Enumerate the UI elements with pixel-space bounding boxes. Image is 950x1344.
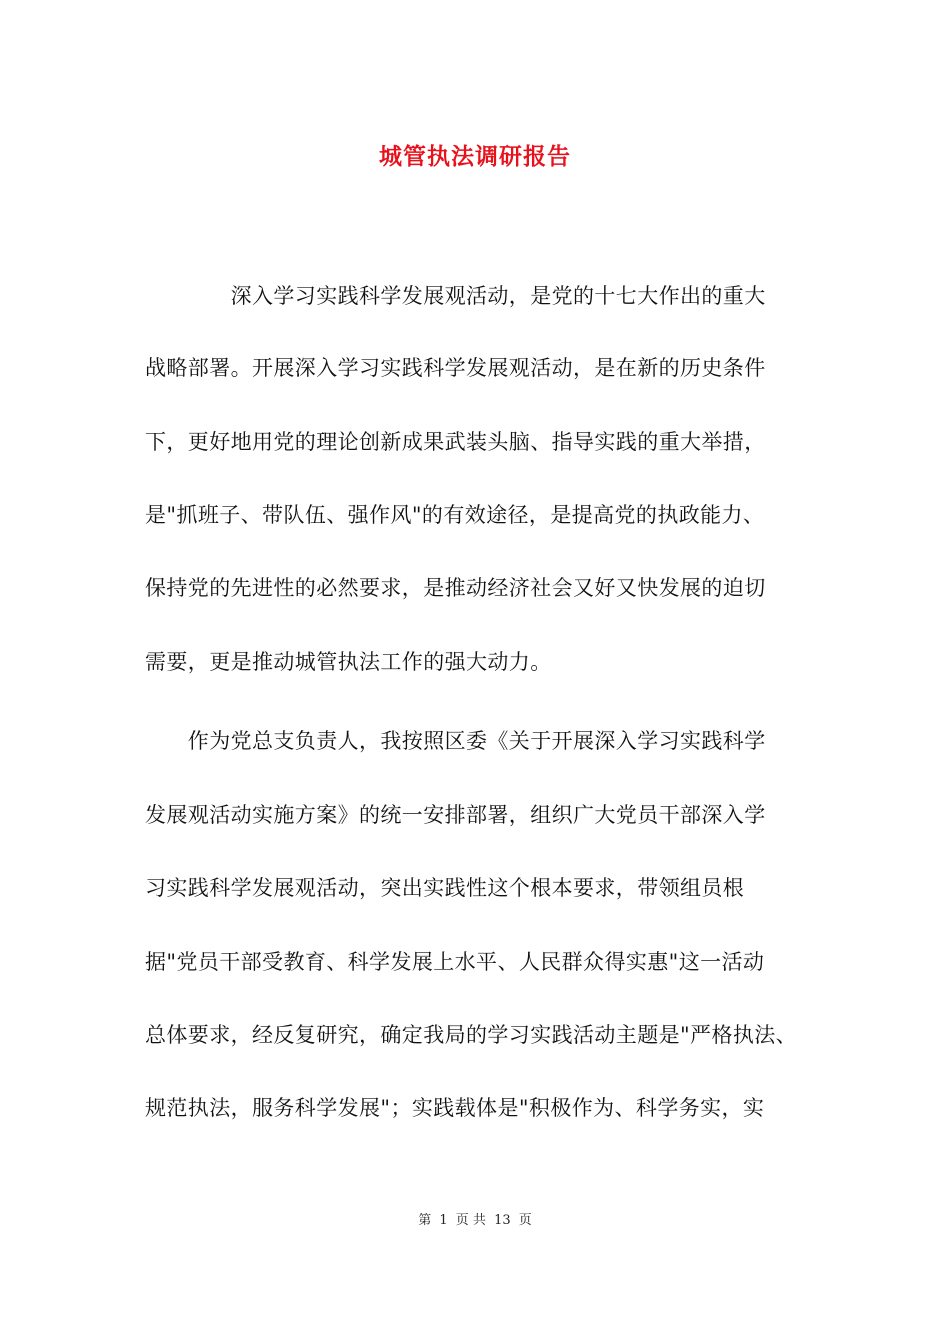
footer-page-number: 1 (439, 1213, 448, 1228)
footer-suffix: 页 (518, 1213, 532, 1228)
body-line: 据"党员干部受教育、科学发展上水平、人民群众得实惠"这一活动 (145, 950, 765, 974)
body-line: 是"抓班子、带队伍、强作风"的有效途径，是提高党的执政能力、 (145, 503, 765, 527)
body-line: 发展观活动实施方案》的统一安排部署，组织广大党员干部深入学 (145, 803, 766, 827)
body-line: 作为党总支负责人，我按照区委《关于开展深入学习实践科学 (145, 729, 766, 753)
body-line: 需要，更是推动城管执法工作的强大动力。 (145, 650, 552, 674)
footer-total-pages: 13 (494, 1213, 511, 1228)
body-line: 规范执法，服务科学发展"；实践载体是"积极作为、科学务实，实 (145, 1096, 765, 1120)
body-line: 保持党的先进性的必然要求，是推动经济社会又好又快发展的迫切 (145, 576, 766, 600)
page-number-footer (0, 1209, 950, 1228)
body-line: 战略部署。开展深入学习实践科学发展观活动，是在新的历史条件 (145, 356, 766, 380)
body-line: 总体要求，经反复研究，确定我局的学习实践活动主题是"严格执法、 (145, 1023, 798, 1047)
document-title: 城管执法调研报告 (379, 143, 571, 170)
body-line: 下，更好地用党的理论创新成果武装头脑、指导实践的重大举措， (145, 430, 766, 454)
footer-middle: 页 共 (455, 1213, 486, 1228)
footer-prefix: 第 (418, 1213, 432, 1228)
body-line: 习实践科学发展观活动，突出实践性这个根本要求，带领组员根 (145, 876, 745, 900)
body-line: 深入学习实践科学发展观活动，是党的十七大作出的重大 (145, 284, 766, 308)
